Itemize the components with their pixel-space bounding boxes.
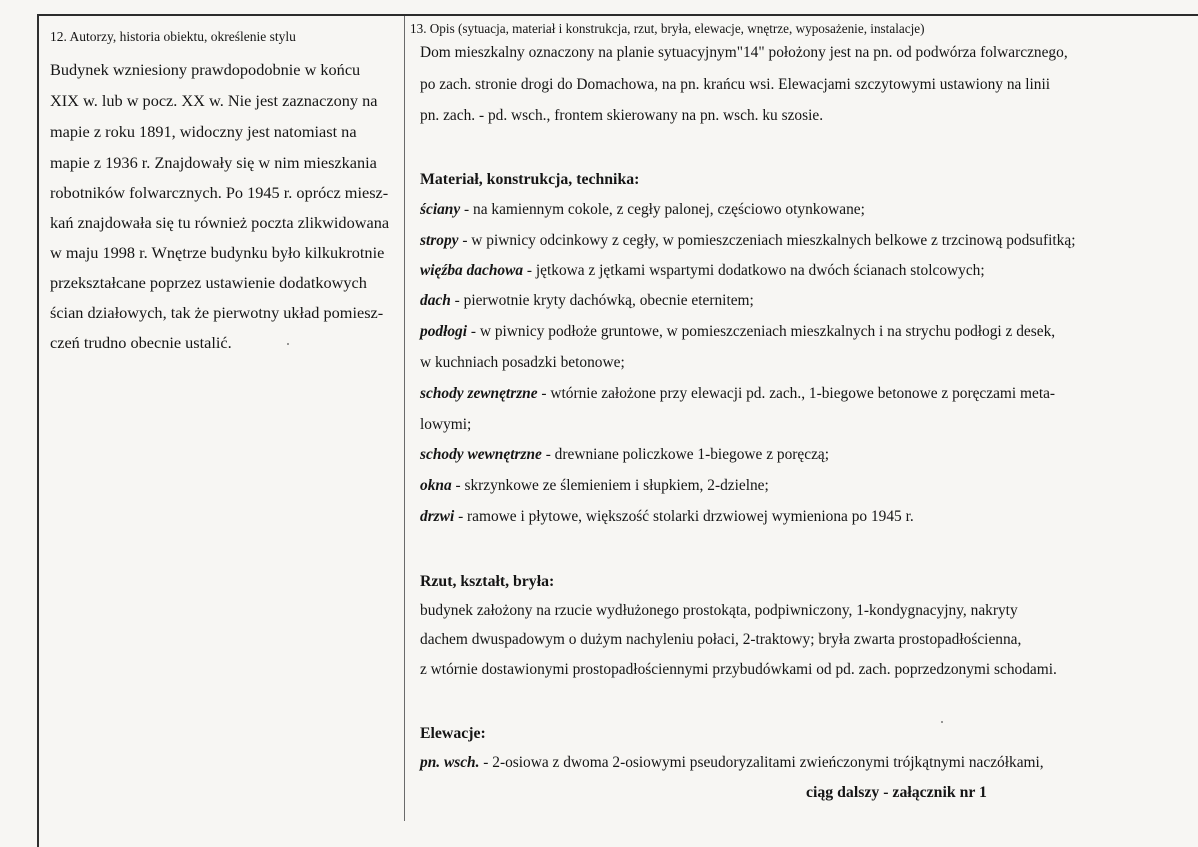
windows-line <box>420 478 769 493</box>
plan-line: dachem dwuspadowym o dużym nachyleniu połaci, 2-traktowy; bryła zwarta prostopadłościenna, <box>420 631 1022 648</box>
floors-description: - w piwnicy podłoże gruntowe, w pomieszczeniach mieszkalnych i na strychu podłogi z desek, <box>467 323 1056 340</box>
roof-line <box>420 293 754 308</box>
paragraph-line: XIX w. lub w pocz. XX w. Nie jest zaznaczony na <box>50 91 378 110</box>
elevations-heading: Elewacje: <box>420 725 486 742</box>
paragraph-line: czeń trudno obecnie ustalić. <box>50 333 232 352</box>
windows-term: okna <box>420 477 452 494</box>
truss-line <box>420 263 985 278</box>
left-section-heading: 12. Autorzy, historia obiektu, określenie stylu <box>50 29 296 44</box>
external-stairs-description: - wtórnie założone przy elewacji pd. zach., 1-biegowe betonowe z poręczami meta- <box>537 385 1056 402</box>
paper-speck <box>287 343 289 345</box>
paragraph-line: mapie z 1936 r. Znajdowały się w nim mieszkania <box>50 153 377 172</box>
plan-line: budynek założony na rzucie wydłużonego prostokąta, podpiwniczony, 1-kondygnacyjny, nakryty <box>420 602 1018 619</box>
truss-term: więźba dachowa <box>420 262 524 279</box>
floors-line <box>420 324 1055 339</box>
elevation-line <box>420 755 1044 770</box>
external-stairs-term: schody zewnętrzne <box>420 385 538 402</box>
internal-stairs-line <box>420 447 829 462</box>
paragraph-line: robotników folwarcznych. Po 1945 r. oprócz miesz- <box>50 183 389 202</box>
paragraph-line: ścian działowych, tak że pierwotny układ pomiesz- <box>50 303 384 322</box>
paragraph-line: mapie z roku 1891, widoczny jest natomiast na <box>50 122 357 141</box>
intro-line: Dom mieszkalny oznaczony na planie sytuacyjnym"14" położony jest na pn. od podwórza folwarcznego, <box>420 44 1068 61</box>
paper-speck <box>941 721 943 723</box>
external-stairs-line <box>420 386 1055 401</box>
doors-line <box>420 509 914 524</box>
paragraph-line: w maju 1998 r. Wnętrze budynku było kilkukrotnie <box>50 243 385 262</box>
elevation-description: - 2-osiowa z dwoma 2-osiowymi pseudoryzalitami zwieńczonymi trójkątnymi naczółkami, <box>479 754 1044 771</box>
external-stairs-continuation: lowymi; <box>420 416 472 433</box>
floors-term: podłogi <box>420 323 468 340</box>
intro-line: pn. zach. - pd. wsch., frontem skierowany na pn. wsch. ku szosie. <box>420 107 824 124</box>
right-section-heading: 13. Opis (sytuacja, materiał i konstrukcja, rzut, bryła, elewacje, wnętrze, wyposażenie, instalacje) <box>410 21 925 36</box>
plan-line: z wtórnie dostawionymi prostopadłościennymi przybudówkami od pd. zach. poprzedzonymi schodami. <box>420 661 1057 678</box>
ceilings-term: stropy <box>420 232 459 249</box>
walls-description: - na kamiennym cokole, z cegły palonej, częściowo otynkowane; <box>460 201 865 218</box>
roof-description: - pierwotnie kryty dachówką, obecnie eternitem; <box>450 292 754 309</box>
top-border <box>38 14 1198 16</box>
material-heading: Materiał, konstrukcja, technika: <box>420 171 640 188</box>
ceilings-line <box>420 233 1075 248</box>
plan-heading: Rzut, kształt, bryła: <box>420 573 555 590</box>
doors-description: - ramowe i płytowe, większość stolarki drzwiowej wymieniona po 1945 r. <box>454 508 914 525</box>
paragraph-line: Budynek wzniesiony prawdopodobnie w końcu <box>50 60 361 79</box>
roof-term: dach <box>420 292 451 309</box>
column-divider <box>404 16 405 821</box>
internal-stairs-description: - drewniane policzkowe 1-biegowe z poręczą; <box>541 446 830 463</box>
walls-line <box>420 202 865 217</box>
continuation-note: ciąg dalszy - załącznik nr 1 <box>806 784 987 801</box>
windows-description: - skrzynkowe ze ślemieniem i słupkiem, 2-dzielne; <box>451 477 769 494</box>
internal-stairs-term: schody wewnętrzne <box>420 446 542 463</box>
truss-description: - jętkowa z jętkami wspartymi dodatkowo na dwóch ścianach stolcowych; <box>523 262 985 279</box>
doors-term: drzwi <box>420 508 455 525</box>
paragraph-line: przekształcane poprzez ustawienie dodatkowych <box>50 273 367 292</box>
left-border <box>37 14 39 847</box>
elevation-term: pn. wsch. <box>420 754 480 771</box>
ceilings-description: - w piwnicy odcinkowy z cegły, w pomieszczeniach mieszkalnych belkowe z trzcinową podsufitką; <box>458 232 1076 249</box>
floors-continuation: w kuchniach posadzki betonowe; <box>420 354 625 371</box>
intro-line: po zach. stronie drogi do Domachowa, na pn. krańcu wsi. Elewacjami szczytowymi ustawiony na linii <box>420 76 1050 93</box>
walls-term: ściany <box>420 201 461 218</box>
paragraph-line: kań znajdowała się tu również poczta zlikwidowana <box>50 213 390 232</box>
